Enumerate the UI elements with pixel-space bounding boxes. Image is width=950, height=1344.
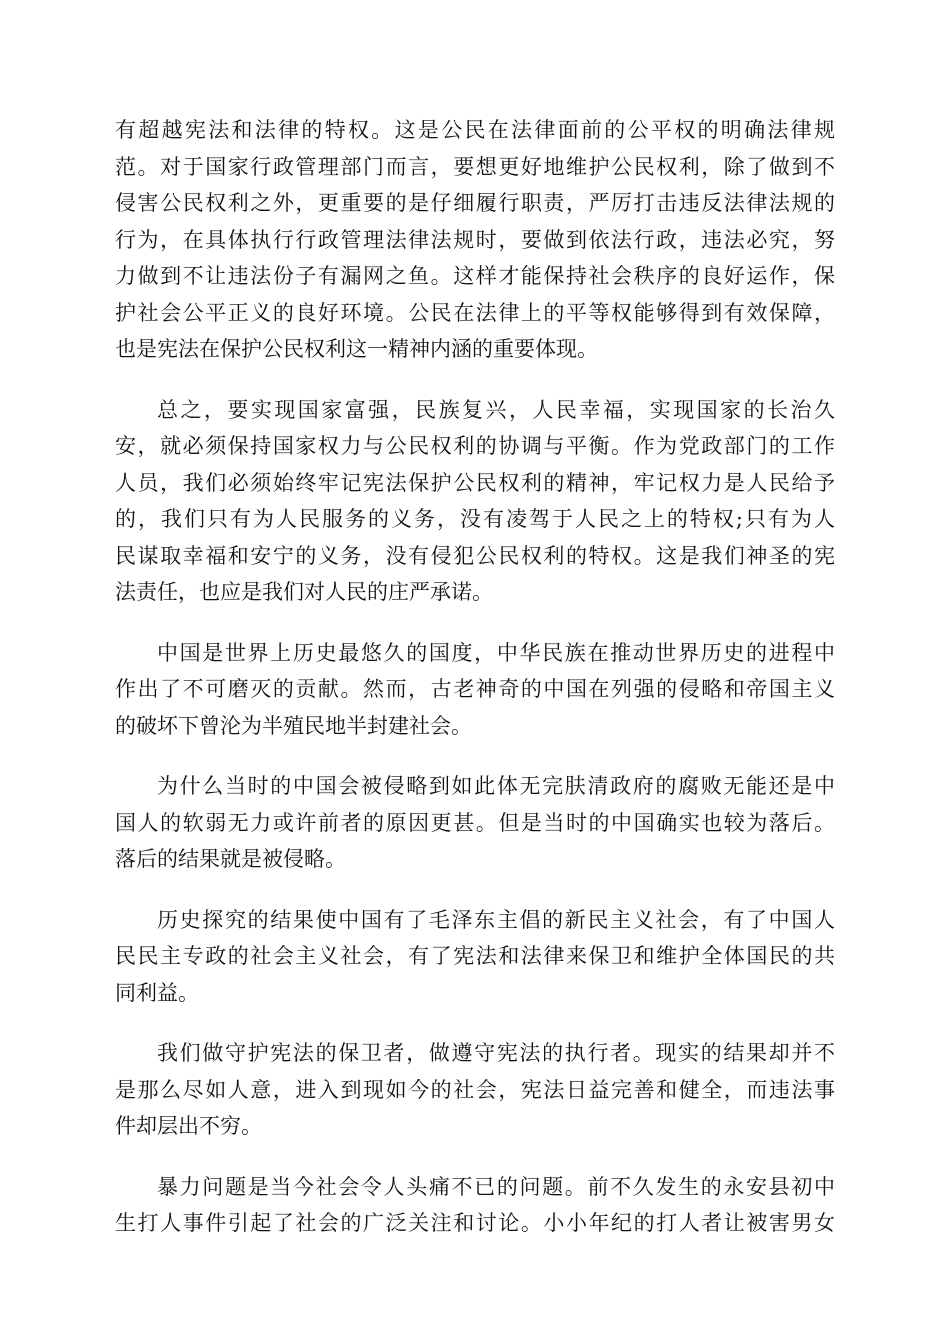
text-line: 为什么当时的中国会被侵略到如此体无完肤清政府的腐败无能还是中 bbox=[157, 774, 835, 798]
text-line: 落后的结果就是被侵略。 bbox=[115, 847, 346, 871]
text-line: 同利益。 bbox=[115, 980, 199, 1005]
text-line: 民民主专政的社会主义社会，有了宪法和法律来保卫和维护全体国民的共 bbox=[115, 944, 835, 968]
text-line: 件却层出不穷。 bbox=[115, 1114, 262, 1138]
document-body bbox=[115, 112, 835, 1266]
text-line: 生打人事件引起了社会的广泛关注和讨论。小小年纪的打人者让被害男女 bbox=[115, 1211, 835, 1235]
text-line: 历史探究的结果使中国有了毛泽东主倡的新民主义社会，有了中国人 bbox=[157, 907, 835, 932]
text-line: 我们做守护宪法的保卫者，做遵守宪法的执行者。现实的结果却并不 bbox=[157, 1041, 835, 1065]
text-line: 安，就必须保持国家权力与公民权利的协调与平衡。作为党政部门的工作 bbox=[115, 434, 835, 458]
paragraph-history bbox=[115, 635, 835, 745]
text-line: 也是宪法在保护公民权利这一精神内涵的重要体现。 bbox=[115, 337, 598, 361]
text-line: 总之，要实现国家富强，民族复兴，人民幸福，实现国家的长治久 bbox=[157, 397, 835, 422]
paragraph-summary bbox=[115, 392, 835, 611]
paragraph-question bbox=[115, 768, 835, 878]
text-line: 的破坏下曾沦为半殖民地半封建社会。 bbox=[115, 713, 472, 738]
text-line: 有超越宪法和法律的特权。这是公民在法律面前的公平权的明确法律规 bbox=[115, 118, 835, 142]
text-line: 人员，我们必须始终牢记宪法保护公民权利的精神，牢记权力是人民给予 bbox=[115, 470, 835, 495]
text-line: 范。对于国家行政管理部门而言，要想更好地维护公民权利，除了做到不 bbox=[115, 154, 835, 179]
text-line: 法责任，也应是我们对人民的庄严承诺。 bbox=[115, 580, 493, 604]
text-line: 暴力问题是当今社会令人头痛不已的问题。前不久发生的永安县初中 bbox=[157, 1174, 835, 1199]
text-line: 侵害公民权利之外，更重要的是仔细履行职责，严厉打击违反法律法规的 bbox=[115, 191, 835, 215]
text-line: 行为，在具体执行行政管理法律法规时，要做到依法行政，违法必究，努 bbox=[115, 227, 835, 252]
text-line: 护社会公平正义的良好环境。公民在法律上的平等权能够得到有效保障， bbox=[115, 300, 835, 325]
text-line: 民谋取幸福和安宁的义务，没有侵犯公民权利的特权。这是我们神圣的宪 bbox=[115, 543, 835, 568]
text-line: 的，我们只有为人民服务的义务，没有凌驾于人民之上的特权;只有为人 bbox=[115, 507, 835, 531]
paragraph-exploration bbox=[115, 902, 835, 1012]
paragraph-violence bbox=[115, 1169, 835, 1242]
paragraph-guardians bbox=[115, 1035, 835, 1145]
text-line: 力做到不让违法份子有漏网之鱼。这样才能保持社会秩序的良好运作，保 bbox=[115, 264, 835, 288]
paragraph-continued bbox=[115, 112, 835, 368]
text-line: 中国是世界上历史最悠久的国度，中华民族在推动世界历史的进程中 bbox=[157, 640, 835, 665]
text-line: 作出了不可磨灭的贡献。然而，古老神奇的中国在列强的侵略和帝国主义 bbox=[115, 677, 835, 701]
text-line: 是那么尽如人意，进入到现如今的社会，宪法日益完善和健全，而违法事 bbox=[115, 1077, 835, 1102]
text-line: 国人的软弱无力或许前者的原因更甚。但是当时的中国确实也较为落后。 bbox=[115, 810, 835, 835]
